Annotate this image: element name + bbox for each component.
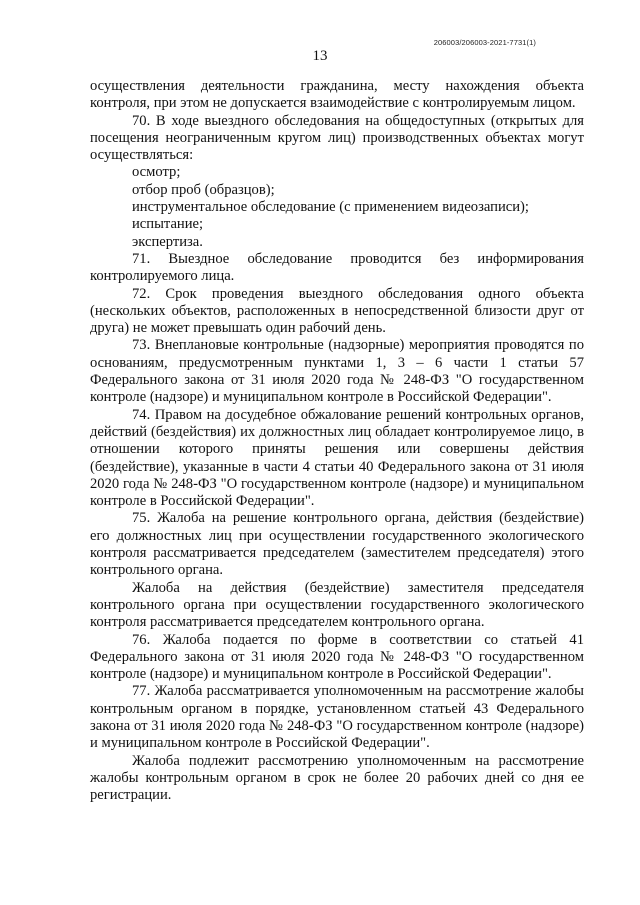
document-id: 206003/206003-2021-7731(1) xyxy=(433,38,536,47)
list-item-testing: испытание; xyxy=(132,216,204,233)
list-item-inspection: осмотр; xyxy=(132,164,181,181)
paragraph-77: 77. Жалоба рассматривается уполномоченным на рассмотрение жалобы контрольным органом в порядке, установленном статьей 43 Федерального закона от 31 июля 2020 года № 248-ФЗ "О государственном контроле (надзоре) и муниципальном контроле в Российской Федерации". xyxy=(90,683,584,752)
list-item-instrumental: инструментальное обследование (с применением видеозаписи); xyxy=(132,199,529,216)
page-number: 13 xyxy=(312,48,328,64)
list-item-expertise: экспертиза. xyxy=(132,233,203,250)
paragraph-73: 73. Внеплановые контрольные (надзорные) мероприятия проводятся по основаниям, предусмотренным пунктами 1, 3 – 6 части 1 статьи 57 Федерального закона от 31 июля 2020 года № 248-ФЗ "О государственном контроле (надзоре) и муниципальном контроле в Российской Федерации". xyxy=(90,337,584,406)
paragraph-70: 70. В ходе выездного обследования на общедоступных (открытых для посещения неограниченным кругом лиц) производственных объектах могут осуществляться: xyxy=(90,112,584,164)
document-body xyxy=(90,78,584,804)
list-item-sampling: отбор проб (образцов); xyxy=(132,181,275,198)
paragraph-71: 71. Выездное обследование проводится без информирования контролируемого лица. xyxy=(90,250,584,285)
paragraph-continuation: осуществления деятельности гражданина, месту нахождения объекта контроля, при этом не допускается взаимодействие с контролируемым лицом. xyxy=(90,78,584,112)
paragraph-72: 72. Срок проведения выездного обследования одного объекта (нескольких объектов, расположенных в непосредственной близости друг от друга) не может превышать один рабочий день. xyxy=(90,285,584,337)
paragraph-74: 74. Правом на досудебное обжалование решений контрольных органов, действий (бездействия) их должностных лиц обладает контролируемое лицо, в отношении которого приняты решения или совершены действия (бездействие), указанные в части 4 статьи 40 Федерального закона от 31 июля 2020 года № 248-ФЗ "О государственном контроле (надзоре) и муниципальном контроле в Российской Федерации". xyxy=(90,406,584,510)
paragraph-75: 75. Жалоба на решение контрольного органа, действия (бездействие) его должностных лиц при осуществлении государственного экологического контроля рассматривается председателем (заместителем председателя) этого контрольного органа. xyxy=(90,510,584,579)
paragraph-76: 76. Жалоба подается по форме в соответствии со статьей 41 Федерального закона от 31 июля 2020 года № 248-ФЗ "О государственном контроле (надзоре) и муниципальном контроле в Российской Федерации". xyxy=(90,631,584,683)
paragraph-77-term: Жалоба подлежит рассмотрению уполномоченным на рассмотрение жалобы контрольным органом в срок не более 20 рабочих дней со дня ее регистрации. xyxy=(90,752,584,804)
paragraph-75-deputy: Жалоба на действия (бездействие) заместителя председателя контрольного органа при осуществлении государственного экологического контроля рассматривается председателем контрольного органа. xyxy=(90,579,584,631)
